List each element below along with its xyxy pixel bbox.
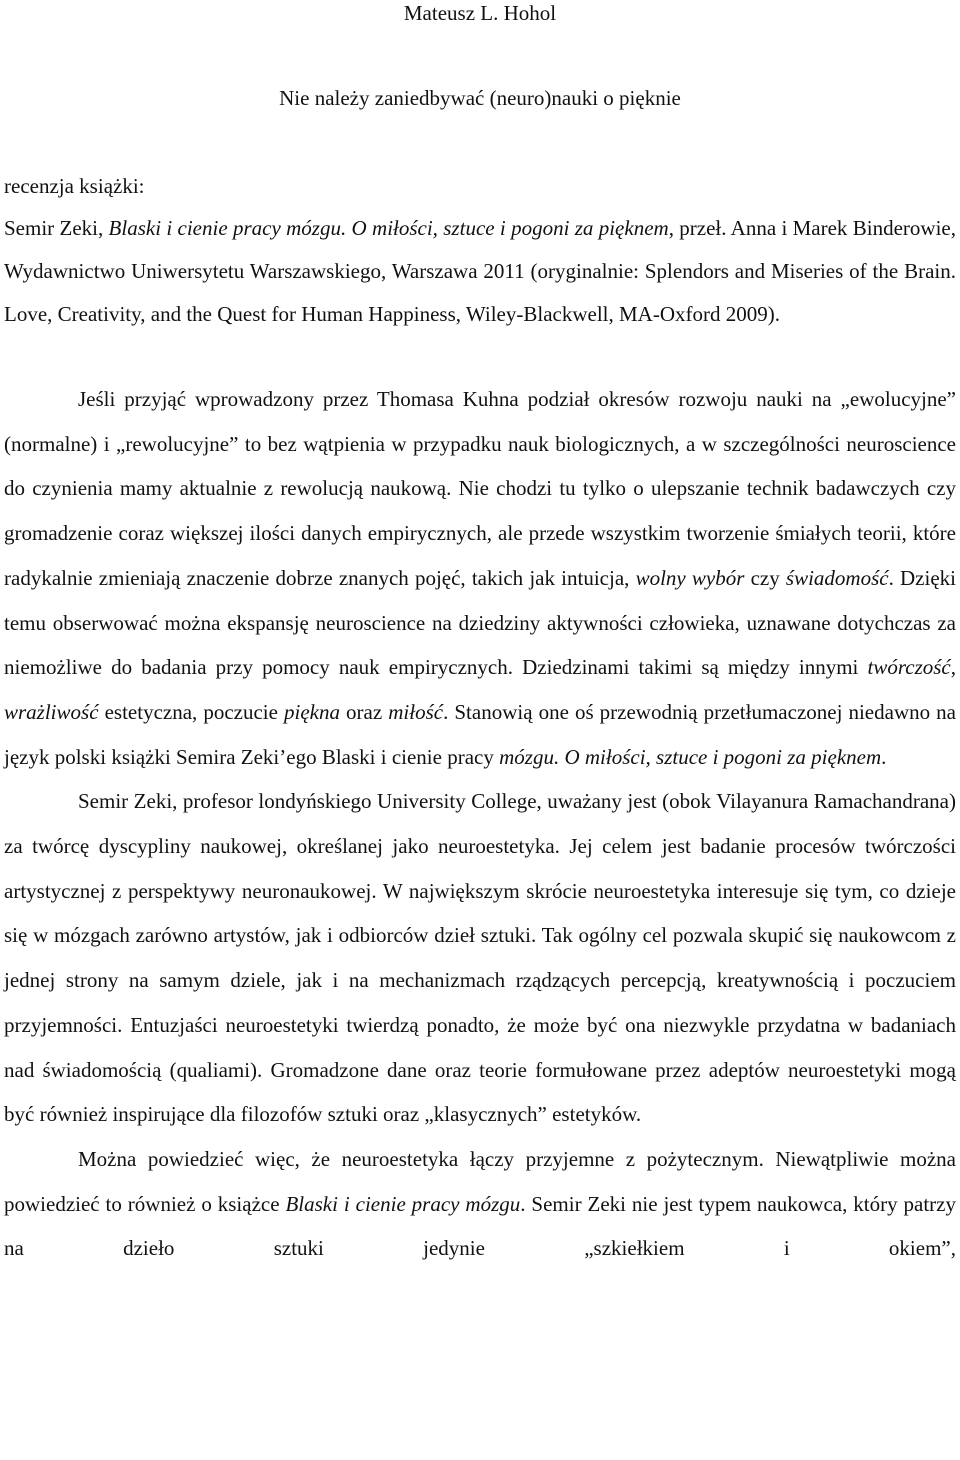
p1-italic-1: wolny wybór <box>635 565 745 590</box>
p1-italic-7: mózgu. O miłości, sztuce i pogoni za pięknem <box>499 744 882 769</box>
author-name: Mateusz L. Hohol <box>403 1 557 25</box>
p1-text-6: oraz <box>339 699 389 724</box>
document-page <box>4 0 956 1271</box>
p1-text-4: , <box>950 655 956 680</box>
p1-italic-4: wrażliwość <box>4 699 99 724</box>
biblio-book-title: Blaski i cienie pracy mózgu. O miłości, sztuce i pogoni za pięknem <box>108 216 669 240</box>
p3-text-1: Można powiedzieć więc, że neuroestetyka łączy przyjemne z pożytecznym. Niewątpliwie można powiedzieć to również o książce <box>4 1146 956 1216</box>
p3-italic-1: Blaski i cienie pracy mózgu <box>285 1191 521 1216</box>
p1-text-3: . Dzięki temu obserwować można ekspansję neuroscience na dziedziny aktywności człowieka, uznawane dotychczas za niemożliwe do badania przy pomocy nauk empirycznych. Dziedzinami takimi są między innymi <box>4 565 956 680</box>
paragraph-1 <box>4 377 956 779</box>
review-title: Nie należy zaniedbywać (neuro)nauki o pięknie <box>279 86 681 110</box>
biblio-details: , przeł. Anna i Marek Binderowie, Wydawnictwo Uniwersytetu Warszawskiego, Warszawa 2011 (oryginalnie: Splendors and Miseries of the Brain. Love, Creativity, and the Quest for Human Happiness, Wiley-Blackwell, MA-Oxford 2009). <box>4 216 956 326</box>
review-label: recenzja książki: <box>4 174 145 198</box>
p1-text-8: . <box>881 744 887 769</box>
p1-text-2: czy <box>744 565 786 590</box>
p1-text-7: . Stanowią one oś przewodnią przetłumaczonej niedawno na język polski książki Semira Zeki’ego Blaski i cienie pracy <box>4 699 956 769</box>
paragraph-2: Semir Zeki, profesor londyńskiego University College, uważany jest (obok Vilayanura Ramachandrana) za twórcę dyscypliny naukowej, określanej jako neuroestetyka. Jej celem jest badanie procesów twórczości artystycznej z perspektywy neuronaukowej. W największym skrócie neuroestetyka interesuje się tym, co dzieje się w mózgach zarówno artystów, jak i odbiorców dzieł sztuki. Tak ogólny cel pozwala skupić się naukowcom z jednej strony na samym dziele, jak i na mechanizmach rządzących percepcją, kreatywnością i poczuciem przyjemności. Entuzjaści neuroestetyki twierdzą ponadto, że może być ona niezwykle przydatna w badaniach nad świadomością (qualiami). Gromadzone dane oraz teorie formułowane przez adeptów neuroestetyki mogą być również inspirujące dla filozofów sztuki oraz „klasycznych” estetyków. <box>4 789 956 1127</box>
p1-text-1: Jeśli przyjąć wprowadzony przez Thomasa Kuhna podział okresów rozwoju nauki na „ewolucyjne” (normalne) i „rewolucyjne” to bez wątpienia w przypadku nauk biologicznych, a w szczególności neuroscience do czynienia mamy aktualnie z rewolucją naukową. Nie chodzi tu tylko o ulepszanie technik badawczych czy gromadzenie coraz większej ilości danych empirycznych, ale przede wszystkim tworzenie śmiałych teorii, które radykalnie zmieniają znaczenie dobrze znanych pojęć, takich jak intuicja, <box>4 387 956 590</box>
p1-italic-3: twórczość <box>867 655 951 680</box>
biblio-author: Semir Zeki, <box>4 216 109 240</box>
paragraph-3 <box>4 1137 956 1271</box>
p1-italic-6: miłość <box>388 699 444 724</box>
p3-text-2: . Semir Zeki nie jest typem naukowca, który patrzy na dzieło sztuki jedynie „szkiełkiem i okiem”, <box>4 1191 956 1261</box>
p1-text-5: estetyczna, poczucie <box>98 699 284 724</box>
bibliographic-note <box>4 207 956 336</box>
p1-italic-2: świadomość <box>785 565 889 590</box>
p1-italic-5: piękna <box>284 699 340 724</box>
